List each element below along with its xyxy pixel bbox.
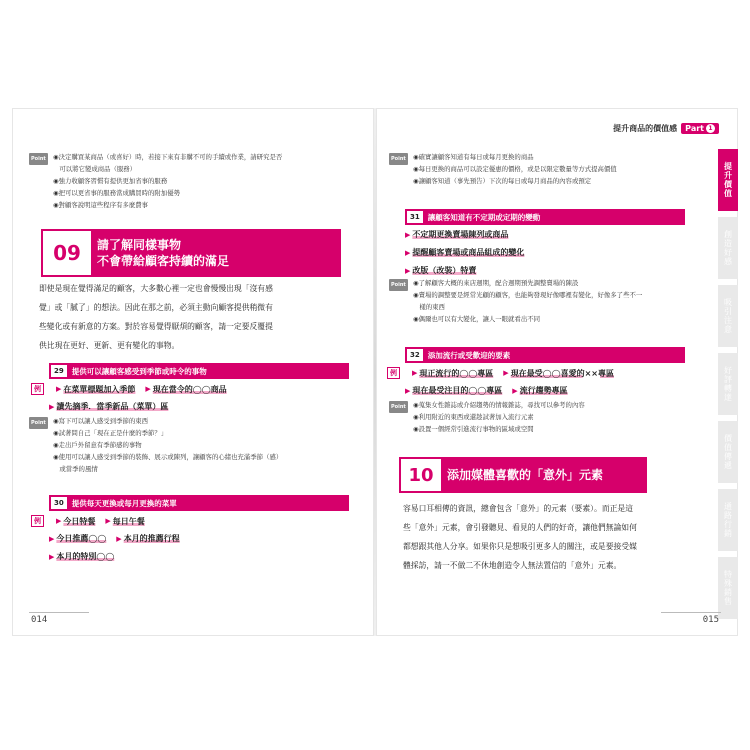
example-item: ▶ 讀先摘季．當季新品（菜單）區 xyxy=(49,402,169,411)
point-line: ◉走出戶外留意有季節感的事物 xyxy=(53,441,142,449)
triangle-bullet-icon: ▶ xyxy=(145,385,151,393)
part-number: 1 xyxy=(706,124,715,133)
point-line: ◉試著問自己「現在正是什麼的季節？」 xyxy=(53,429,168,437)
example-row xyxy=(31,515,145,527)
paragraph-line: 些變化或有新意的方案。對於容易覺得厭煩的顧客，請一定要反覆提 xyxy=(39,322,273,331)
subsection-bar-32 xyxy=(405,347,685,363)
triangle-bullet-icon: ▶ xyxy=(56,385,62,393)
side-tab[interactable]: 創造好感 xyxy=(718,217,738,279)
example-row xyxy=(405,385,568,396)
point-line: 樣的東西 xyxy=(413,303,445,311)
triangle-bullet-icon: ▶ xyxy=(49,402,55,411)
point-line: ◉使用可以讓人感受到季節的裝飾、展示或陳列，讓顧客的心緒也充滿季節（感） xyxy=(53,453,283,461)
example-item: ▶ 今日特餐 xyxy=(56,516,96,526)
subsection-number: 31 xyxy=(407,211,423,223)
point-tag: Point xyxy=(389,153,408,165)
point-line: ◉了解顧客大概的來店週期，配合週期預先調整賣場的陳設 xyxy=(413,279,579,287)
point-line: 或當季的風情 xyxy=(53,465,98,473)
point-line: ◉寫下可以讓人感受到季節的東西 xyxy=(53,417,149,425)
example-item: ▶ 本月的特別◯◯ xyxy=(49,552,115,561)
subsection-number: 30 xyxy=(51,497,67,509)
example-row xyxy=(405,229,508,240)
paragraph-line: 都想跟其他人分享。如果你只是想吸引更多人的關注，或是要接受媒 xyxy=(403,542,637,551)
point-tag: Point xyxy=(389,401,408,413)
point-line: ◉把可以更省事的服務當成購買時的附加優勢 xyxy=(53,189,180,197)
example-row xyxy=(49,551,114,562)
section-heading-10 xyxy=(399,457,647,493)
section-title-line: 添加媒體喜歡的「意外」元素 xyxy=(447,468,604,482)
example-item: ▶ 今日推薦◯◯ xyxy=(49,534,107,543)
point-block-32 xyxy=(389,399,585,435)
point-block-top xyxy=(389,151,617,187)
side-tab[interactable]: 提升價值 xyxy=(718,149,738,211)
page-rule xyxy=(29,612,89,613)
paragraph-line: 覺」或「膩了」的想法。因此在那之前，必須主動向顧客提供稍微有 xyxy=(39,303,273,312)
subsection-title: 提供每天更換或每月更換的菜單 xyxy=(71,498,177,508)
example-row xyxy=(387,367,614,379)
subsection-bar-30 xyxy=(49,495,349,511)
triangle-bullet-icon: ▶ xyxy=(405,386,411,395)
running-title: 提升商品的價值感 xyxy=(613,124,678,133)
side-tab[interactable]: 價值傳遞 xyxy=(718,421,738,483)
running-header xyxy=(613,123,719,134)
example-tag: 例 xyxy=(387,367,400,379)
triangle-bullet-icon: ▶ xyxy=(412,369,418,377)
example-row xyxy=(49,401,168,412)
example-row xyxy=(31,383,227,395)
side-tab[interactable]: 特殊銷售 xyxy=(718,557,738,619)
section-paragraph xyxy=(39,279,349,355)
page-number: 014 xyxy=(31,615,48,625)
example-tag: 例 xyxy=(31,515,44,527)
subsection-title: 讓顧客知道有不定期或定期的變動 xyxy=(427,212,541,222)
example-item: ▶ 提醒顧客賣場或商品組成的變化 xyxy=(405,248,525,257)
triangle-bullet-icon: ▶ xyxy=(56,517,62,525)
point-line: ◉對顧客說明這些程序有多麼費事 xyxy=(53,201,149,209)
point-block-top xyxy=(29,151,282,211)
point-line: ◉強力收顧客習慣有提供更加省事的服務 xyxy=(53,177,168,185)
triangle-bullet-icon: ▶ xyxy=(49,552,55,561)
example-item: ▶ 改版（改裝）特賣 xyxy=(405,266,477,275)
subsection-title: 添加流行或受歡迎的要素 xyxy=(427,350,511,360)
paragraph-line: 容易口耳相傳的資訊，總會包含「意外」的元素（要素）。而正是這 xyxy=(403,504,634,513)
subsection-number: 32 xyxy=(407,349,423,361)
subsection-bar-31 xyxy=(405,209,685,225)
example-item: ▶ 現在當令的◯◯商品 xyxy=(145,384,227,394)
point-line: ◉賣場的調整要是經常光顧的顧客，也能夠發現好像哪裡有變化，好像多了些不一 xyxy=(413,291,643,299)
example-item: ▶ 流行趨勢專區 xyxy=(512,386,568,395)
point-block-31 xyxy=(389,277,642,325)
section-number: 10 xyxy=(401,459,441,491)
example-item: ▶ 現正流行的◯◯專區 xyxy=(412,368,494,378)
triangle-bullet-icon: ▶ xyxy=(105,517,111,525)
point-line: ◉設置一個經常引進流行事物的區域或空間 xyxy=(413,425,534,433)
point-line: 可以將它變成商品（服務） xyxy=(53,165,137,173)
section-number: 09 xyxy=(43,231,91,275)
triangle-bullet-icon: ▶ xyxy=(503,369,509,377)
section-title-line: 不會帶給顧客持續的滿足 xyxy=(97,254,230,268)
section-title-line: 請了解同樣事物 xyxy=(97,238,182,252)
example-item: ▶ 不定期更換賣場陳列或商品 xyxy=(405,230,509,239)
triangle-bullet-icon: ▶ xyxy=(405,266,411,275)
side-tab[interactable]: 通路行銷 xyxy=(718,489,738,551)
example-row xyxy=(49,533,180,544)
paragraph-line: 即使是現在覺得滿足的顧客，大多數心裡一定也會慢慢出現「沒有感 xyxy=(39,284,273,293)
example-item: ▶ 在菜單標題加入季節 xyxy=(56,384,136,394)
example-item: ▶ 本月的推薦行程 xyxy=(116,534,180,543)
point-tag: Point xyxy=(389,279,408,291)
side-tab[interactable]: 吸引注意 xyxy=(718,285,738,347)
section-heading-09 xyxy=(41,229,341,277)
page-number: 015 xyxy=(702,615,719,625)
example-item: ▶ 每日午餐 xyxy=(105,516,145,526)
part-badge: Part 1 xyxy=(681,123,719,134)
point-line: ◉確實讓顧客知道有每日或每月更換的商品 xyxy=(413,153,534,161)
right-page xyxy=(376,108,738,636)
triangle-bullet-icon: ▶ xyxy=(405,230,411,239)
example-row xyxy=(405,265,476,276)
point-line: ◉利用附近的東西或還趁試著加入流行元素 xyxy=(413,413,534,421)
paragraph-line: 體採訪，請一不做二不休地創造令人無法置信的「意外」元素。 xyxy=(403,561,622,570)
point-line: ◉決定購買某商品（或喜好）時，若接下來有非購不可的手續或作業，請研究是否 xyxy=(53,153,283,161)
example-row xyxy=(405,247,524,258)
example-item: ▶ 現在最受注目的◯◯專區 xyxy=(405,386,503,395)
side-index-tabs xyxy=(718,149,738,625)
page-rule xyxy=(661,612,721,613)
triangle-bullet-icon: ▶ xyxy=(405,248,411,257)
point-tag: Point xyxy=(29,417,48,429)
example-item: ▶ 現在最受◯◯喜愛的××專區 xyxy=(503,368,614,378)
triangle-bullet-icon: ▶ xyxy=(512,386,518,395)
point-line: ◉偶爾也可以有大變化，讓人一眼就看出不同 xyxy=(413,315,540,323)
point-tag: Point xyxy=(29,153,48,165)
point-block-29 xyxy=(29,415,282,475)
triangle-bullet-icon: ▶ xyxy=(49,534,55,543)
side-tab[interactable]: 好評轉達 xyxy=(718,353,738,415)
point-line: ◉讓顧客知道（事先預告）下次的每日或每月商品的內容或預定 xyxy=(413,177,592,185)
section-paragraph xyxy=(403,499,703,575)
paragraph-line: 供比現在更好、更新、更有變化的事物。 xyxy=(39,341,180,350)
subsection-number: 29 xyxy=(51,365,67,377)
left-page xyxy=(12,108,374,636)
triangle-bullet-icon: ▶ xyxy=(116,534,122,543)
paragraph-line: 些「意外」元素，會引發聽見、看見的人們的好奇，讓他們無論如何 xyxy=(403,523,637,532)
point-line: ◉蒐集女性雜誌或介紹趨勢的情報雜誌，尋找可以參考的內容 xyxy=(413,401,585,409)
point-line: ◉每日更換的商品可以設定優惠的價格，或是以限定數量等方式提高價值 xyxy=(413,165,617,173)
subsection-bar-29 xyxy=(49,363,349,379)
book-spread xyxy=(12,108,738,636)
subsection-title: 提供可以讓顧客感受到季節或時令的事物 xyxy=(71,366,207,376)
example-tag: 例 xyxy=(31,383,44,395)
